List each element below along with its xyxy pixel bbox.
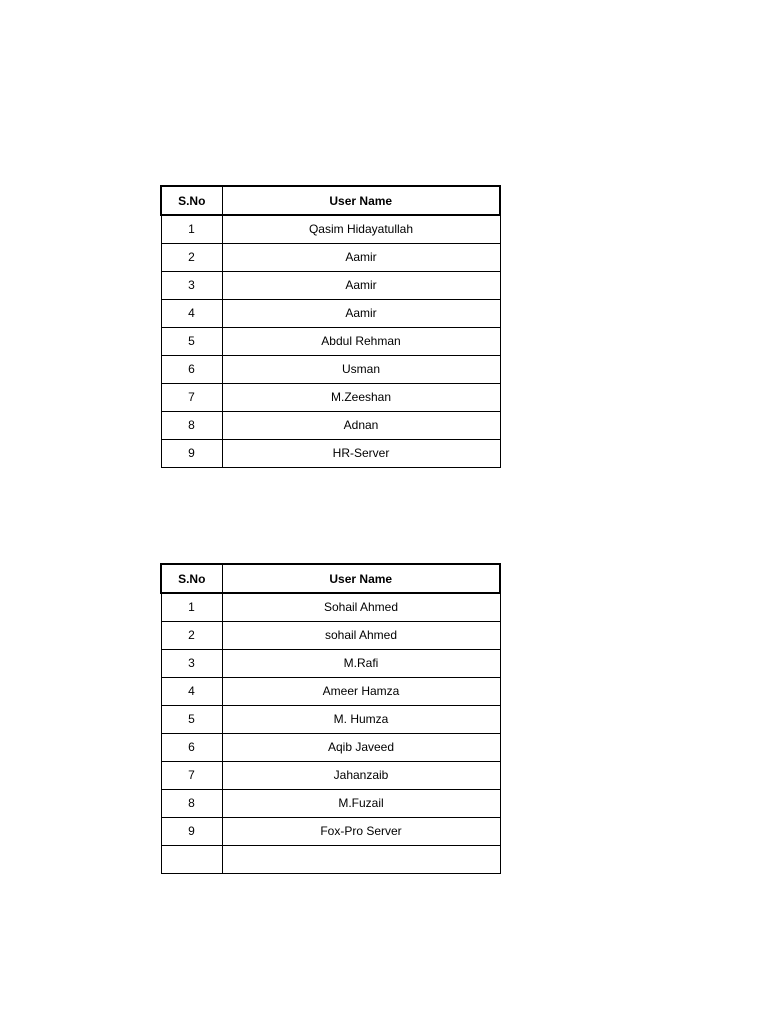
cell-sno: 6 [161,733,222,761]
cell-sno: 2 [161,621,222,649]
cell-user-name: Qasim Hidayatullah [222,215,500,243]
cell-sno: 4 [161,299,222,327]
table-row [161,705,500,733]
cell-sno: 1 [161,593,222,621]
user-table-2 [160,563,501,874]
cell-sno: 3 [161,649,222,677]
cell-user-name: Jahanzaib [222,761,500,789]
table-row [161,761,500,789]
cell-user-name: HR-Server [222,439,500,467]
table-row [161,215,500,243]
cell-sno: 1 [161,215,222,243]
cell-sno [161,845,222,873]
cell-sno: 9 [161,439,222,467]
cell-sno: 9 [161,817,222,845]
cell-sno: 6 [161,355,222,383]
table-row [161,327,500,355]
column-header-user-name: User Name [222,564,500,593]
user-table-1 [160,185,501,468]
cell-user-name: Usman [222,355,500,383]
table-row [161,593,500,621]
cell-user-name: M.Zeeshan [222,383,500,411]
column-header-user-name: User Name [222,186,500,215]
table-row-empty [161,845,500,873]
table-row [161,411,500,439]
table-row [161,649,500,677]
table-row [161,299,500,327]
cell-user-name: M.Fuzail [222,789,500,817]
cell-sno: 7 [161,383,222,411]
table-row [161,789,500,817]
cell-user-name: Aqib Javeed [222,733,500,761]
table-row [161,817,500,845]
column-header-sno: S.No [161,564,222,593]
cell-user-name: M.Rafi [222,649,500,677]
cell-sno: 4 [161,677,222,705]
cell-sno: 8 [161,789,222,817]
table-row [161,355,500,383]
table-row [161,243,500,271]
cell-user-name: Sohail Ahmed [222,593,500,621]
table-row [161,733,500,761]
table-row [161,677,500,705]
column-header-sno: S.No [161,186,222,215]
cell-sno: 8 [161,411,222,439]
cell-sno: 3 [161,271,222,299]
table-row [161,621,500,649]
cell-sno: 2 [161,243,222,271]
cell-user-name: sohail Ahmed [222,621,500,649]
cell-user-name: Fox-Pro Server [222,817,500,845]
table-header-row [161,564,500,593]
cell-user-name: M. Humza [222,705,500,733]
cell-user-name: Ameer Hamza [222,677,500,705]
cell-user-name: Aamir [222,271,500,299]
cell-user-name: Adnan [222,411,500,439]
cell-user-name [222,845,500,873]
cell-user-name: Aamir [222,243,500,271]
table-row [161,271,500,299]
cell-sno: 7 [161,761,222,789]
table-header-row [161,186,500,215]
cell-user-name: Aamir [222,299,500,327]
table-row [161,383,500,411]
table-row [161,439,500,467]
cell-sno: 5 [161,705,222,733]
cell-sno: 5 [161,327,222,355]
cell-user-name: Abdul Rehman [222,327,500,355]
